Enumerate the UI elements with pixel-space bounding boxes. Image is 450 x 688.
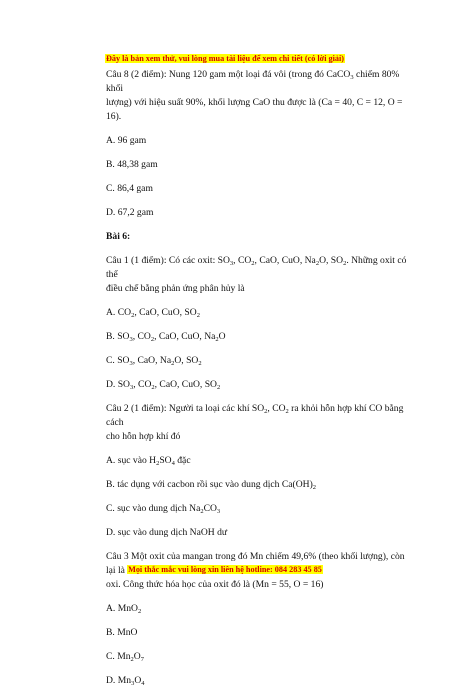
q8-option-c: C. 86,4 gam	[106, 183, 153, 194]
section-title: Bài 6:	[106, 231, 131, 242]
c3-option-b: B. MnO	[106, 627, 138, 638]
c3-stem: Câu 3 Một oxit của mangan trong đó Mn chiếm 49,6% (theo khối lượng), còn lại là	[106, 551, 405, 576]
c2-option-c: C. sục vào dung dịch $Na_2CO_3$	[106, 503, 221, 515]
document-body	[106, 68, 416, 688]
c1-stem-line2: điều chế bằng phản ứng phân hủy là	[106, 283, 245, 294]
c1-option-a: A. $CO_2$, CaO, CuO, $SO_2$	[106, 307, 200, 319]
footer-notice: Mọi thắc mắc vui lòng xin liên hệ hotline: 084 283 45 85	[128, 565, 322, 574]
q8-option-d: D. 67,2 gam	[106, 207, 154, 218]
c1-option-b: B. $SO_3$, $CO_2$, CaO, CuO, $Na_2O$	[106, 331, 226, 343]
c3-option-c: C. $Mn_2O_7$	[106, 651, 144, 663]
c2-option-a: A. sục vào $H_2SO_4$ đặc	[106, 455, 191, 467]
c2-stem: Câu 2 (1 điểm): Người ta loại các khí $SO_2$, $CO_2$ ra khỏi hỗn hợp khí CO bằng cách	[106, 403, 404, 428]
c3-stem-line2: oxi. Công thức hóa học của oxit đó là (Mn = 55, O = 16)	[106, 579, 324, 590]
c1-stem: Câu 1 (1 điểm): Có các oxit: $SO_3$, $CO_2$, CaO, CuO, $Na_2O$, $SO_2$. Những oxit có thể	[106, 255, 407, 280]
c3-option-d: D. $Mn_3O_4$	[106, 675, 145, 687]
q8-stem: Câu 8 (2 điểm): Nung 120 gam một loại đá vôi (trong đó CaCO$_3$ chiếm 80% khối	[106, 69, 400, 94]
q8-option-a: A. 96 gam	[106, 135, 147, 146]
header-notice: Đây là bản xem thử, vui lòng mua tài liệu để xem chi tiết (có lời giải)	[105, 54, 344, 63]
q8-option-b: B. 48,38 gam	[106, 159, 158, 170]
c1-option-c: C. $SO_3$, CaO, $Na_2O$, $SO_2$	[106, 355, 202, 367]
c1-option-d: D. $SO_3$, $CO_2$, CaO, CuO, $SO_2$	[106, 379, 221, 391]
q8-stem-line2: lượng) với hiệu suất 90%, khối lượng CaO thu được là (Ca = 40, C = 12, O = 16).	[106, 97, 403, 122]
c3-option-a: A. MnO$_2$	[106, 603, 142, 615]
c2-option-d: D. sục vào dung dịch NaOH dư	[106, 527, 228, 538]
c2-option-b: B. tác dụng với cacbon rồi sục vào dung dịch $Ca(OH)_2$	[106, 479, 317, 491]
c2-stem-line2: cho hỗn hợp khí đó	[106, 431, 181, 442]
